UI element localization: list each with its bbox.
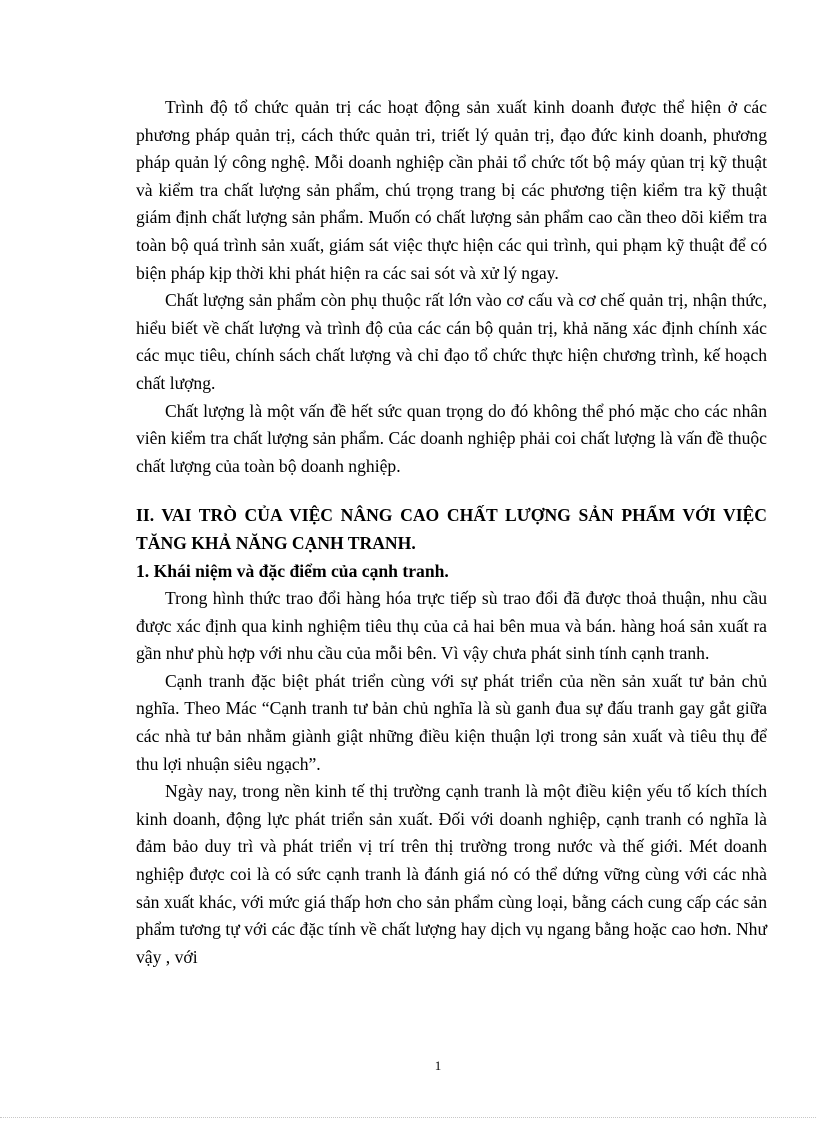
subsection-heading: 1. Khái niệm và đặc điểm của cạnh tranh. bbox=[136, 560, 449, 581]
section-heading: II. VAI TRÒ CỦA VIỆC NÂNG CAO CHẤT LƯỢNG SẢN PHẨM VỚI VIỆC TĂNG KHẢ NĂNG CẠNH TRANH. bbox=[136, 505, 767, 553]
body-paragraph: Ngày nay, trong nền kinh tế thị trường cạnh tranh là một điều kiện yếu tố kích thích kinh doanh, động lực phát triển sản xuất. Đối với doanh nghiệp, cạnh tranh có nghĩa là đảm bảo duy trì và phát triển vị trí trên thị trường trong nước và thế giới. Mét doanh nghiệp được coi là có sức cạnh tranh là đánh giá nó có thể dứng vững cùng với các nhà sản xuất khác, với mức giá thấp hơn cho sản phẩm cùng loại, bằng cách cung cấp các sản phẩm tương tự với các đặc tính về chất lượng hay dịch vụ ngang bằng hoặc cao hơn. Như vậy , với bbox=[136, 781, 767, 967]
page-boundary-divider bbox=[0, 1117, 816, 1118]
body-paragraph: Cạnh tranh đặc biệt phát triển cùng với sự phát triển của nền sản xuất tư bản chủ nghĩa. Theo Mác “Cạnh tranh tư bản chủ nghĩa là sù ganh đua sự đấu tranh gay gắt giữa các nhà tư bản nhằm giành giật những điều kiện thuận lợi trong sản xuất và tiêu thụ để thu lợi nhuận siêu ngạch”. bbox=[136, 670, 767, 774]
document-page bbox=[136, 94, 767, 971]
body-paragraph: Trong hình thức trao đổi hàng hóa trực tiếp sù trao đổi đã được thoả thuận, nhu cầu được xác định qua kinh nghiệm tiêu thụ của cả hai bên mua và bán. hàng hoá sản xuất ra gần như phù hợp với nhu cầu của mỗi bên. Vì vậy chưa phát sinh tính cạnh tranh. bbox=[136, 588, 767, 664]
body-paragraph: Trình độ tổ chức quản trị các hoạt động sản xuất kinh doanh được thể hiện ở các phương pháp quản trị, cách thức quản tri, triết lý quản trị, đạo đức kinh doanh, phương pháp quản lý công nghệ. Mỗi doanh nghiệp cần phải tổ chức tốt bộ máy qủan trị kỹ thuật và kiểm tra chất lượng sản phẩm, chú trọng trang bị các phương tiện kiểm tra kỹ thuật giám định chất lượng sản phẩm. Muốn có chất lượng sản phẩm cao cần theo dõi kiểm tra toàn bộ quá trình sản xuất, giám sát việc thực hiện các qui trình, qui phạm kỹ thuật để có biện pháp kịp thời khi phát hiện ra các sai sót và xử lý ngay. bbox=[136, 97, 767, 283]
body-paragraph: Chất lượng sản phẩm còn phụ thuộc rất lớn vào cơ cấu và cơ chế quản trị, nhận thức, hiểu biết về chất lượng và trình độ của các cán bộ quản trị, khả năng xác định chính xác các mục tiêu, chính sách chất lượng và chỉ đạo tổ chức thực hiện chương trình, kế hoạch chất lượng. bbox=[136, 290, 767, 393]
section-spacer bbox=[136, 480, 767, 502]
page-number: 1 bbox=[434, 1058, 442, 1073]
body-paragraph: Chất lượng là một vấn đề hết sức quan trọng do đó không thể phó mặc cho các nhân viên kiểm tra chất lượng sản phẩm. Các doanh nghiệp phải coi chất lượng là vấn đề thuộc chất lượng của toàn bộ doanh nghiệp. bbox=[136, 400, 767, 476]
